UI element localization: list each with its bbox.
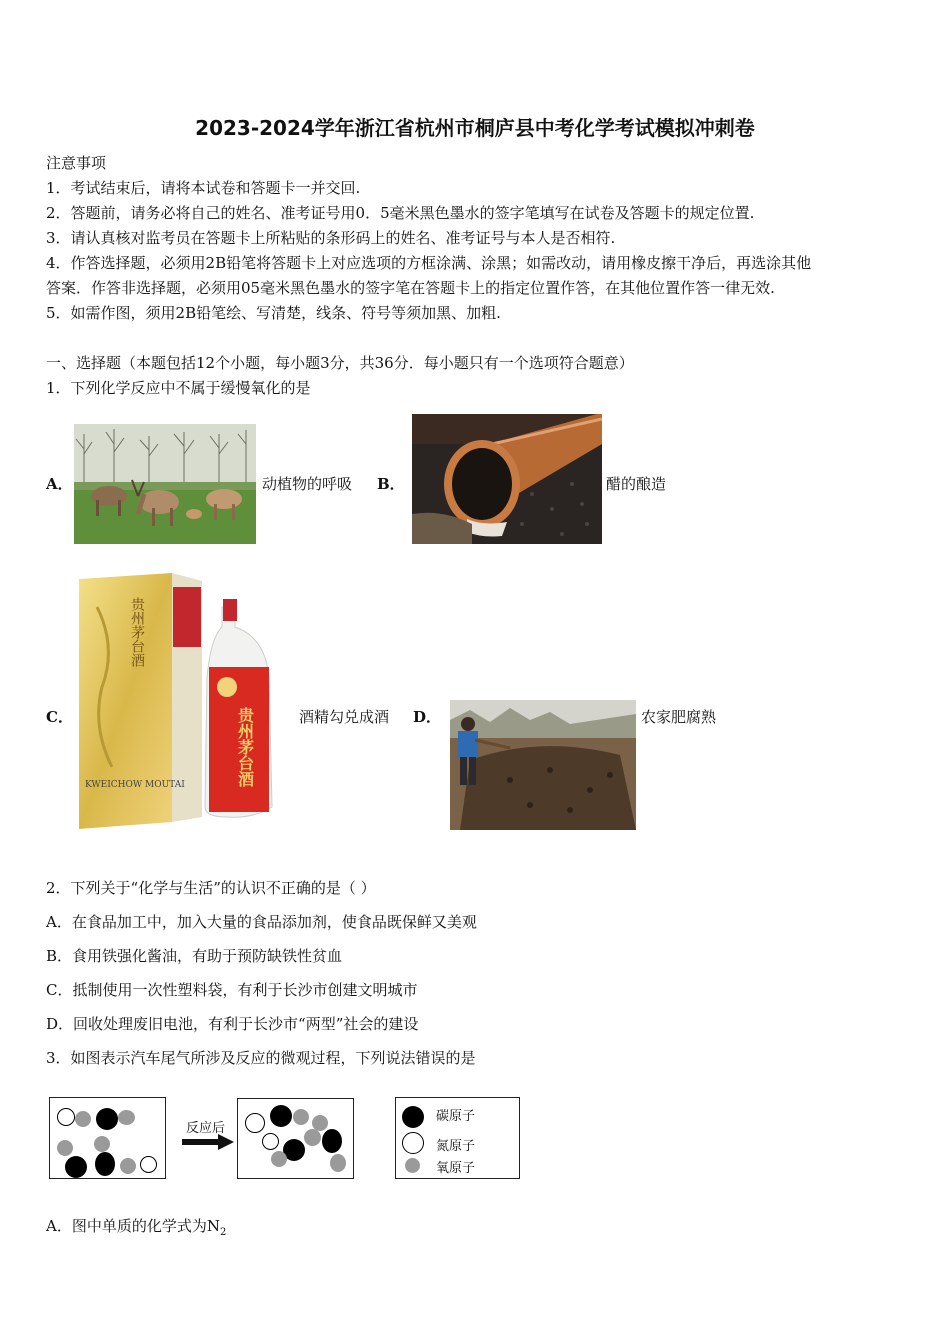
notice-item: 3．请认真核对监考员在答题卡上所粘贴的条形码上的姓名、准考证号与本人是否相符. bbox=[46, 229, 616, 247]
moutai-image bbox=[77, 567, 297, 837]
bottle-label: 贵州茅台酒 bbox=[235, 707, 255, 787]
deer-grazing-image bbox=[74, 424, 256, 544]
carbon-atom bbox=[95, 1152, 115, 1176]
carbon-atom bbox=[322, 1129, 342, 1153]
nitrogen-atom bbox=[262, 1133, 279, 1150]
question-1-stem: 1．下列化学反应中不属于缓慢氧化的是 bbox=[46, 379, 311, 397]
page-title: 2023-2024学年浙江省杭州市桐庐县中考化学考试模拟冲刺卷 bbox=[195, 116, 755, 140]
option-text: 农家肥腐熟 bbox=[641, 708, 717, 726]
after-reaction-box bbox=[237, 1098, 354, 1179]
question-2-option: B．食用铁强化酱油，有助于预防缺铁性贫血 bbox=[46, 947, 343, 965]
carbon-atom bbox=[96, 1108, 118, 1130]
oxygen-atom bbox=[271, 1151, 287, 1167]
oxygen-atom bbox=[293, 1109, 309, 1125]
question-2-stem: 2．下列关于“化学与生活”的认识不正确的是（ ） bbox=[46, 879, 376, 897]
before-reaction-box bbox=[49, 1097, 166, 1179]
oxygen-atom bbox=[94, 1136, 110, 1152]
vinegar-pipe-image bbox=[412, 414, 602, 544]
box-label: 贵州茅台酒 bbox=[129, 597, 145, 667]
oxygen-atom bbox=[118, 1110, 135, 1125]
nitrogen-atom bbox=[140, 1156, 157, 1173]
notice-item: 1．考试结束后，请将本试卷和答题卡一并交回. bbox=[46, 179, 361, 197]
legend-label: 氧原子 bbox=[436, 1161, 476, 1176]
option-a-subscript: 2 bbox=[219, 1227, 227, 1238]
oxygen-atom bbox=[75, 1111, 91, 1127]
reaction-arrow-icon bbox=[180, 1134, 236, 1150]
section-heading: 一、选择题（本题包括12个小题，每小题3分，共36分．每小题只有一个选项符合题意） bbox=[46, 354, 634, 372]
option-letter: C． bbox=[46, 708, 73, 726]
nitrogen-atom bbox=[245, 1113, 265, 1133]
oxygen-atom bbox=[57, 1140, 73, 1156]
oxygen-atom bbox=[120, 1158, 136, 1174]
arrow-label: 反应后 bbox=[186, 1121, 226, 1136]
option-letter: A． bbox=[46, 475, 73, 493]
notice-item: 5．如需作图，须用2B铅笔绘、写清楚，线条、符号等须加黑、加粗. bbox=[46, 304, 501, 322]
question-2-option: D．回收处理废旧电池，有利于长沙市“两型”社会的建设 bbox=[46, 1015, 419, 1033]
legend-label: 碳原子 bbox=[436, 1109, 476, 1124]
notice-heading: 注意事项 bbox=[46, 154, 107, 172]
question-2-option: A．在食品加工中，加入大量的食品添加剂，使食品既保鲜又美观 bbox=[46, 913, 477, 931]
option-a-text: A．图中单质的化学式为N bbox=[46, 1217, 220, 1235]
question-2-option: C．抵制使用一次性塑料袋，有利于长沙市创建文明城市 bbox=[46, 981, 418, 999]
option-letter: B． bbox=[377, 475, 405, 493]
carbon-atom-icon bbox=[402, 1106, 424, 1128]
option-text: 醋的酿造 bbox=[606, 475, 667, 493]
carbon-atom bbox=[270, 1105, 292, 1127]
option-text: 酒精勾兑成酒 bbox=[299, 708, 390, 726]
oxygen-atom bbox=[330, 1154, 346, 1172]
manure-composting-image bbox=[450, 700, 636, 830]
notice-item: 答案．作答非选择题，必须用05毫米黑色墨水的签字笔在答题卡上的指定位置作答，在其他位置作答一律无效. bbox=[46, 279, 775, 297]
option-text: 动植物的呼吸 bbox=[262, 475, 353, 493]
atom-legend bbox=[395, 1097, 520, 1179]
box-text: KWEICHOW MOUTAI bbox=[85, 780, 185, 790]
nitrogen-atom bbox=[57, 1108, 75, 1126]
notice-item: 2．答题前，请务必将自己的姓名、准考证号用0．5毫米黑色墨水的签字笔填写在试卷及答题卡的规定位置. bbox=[46, 204, 755, 222]
oxygen-atom-icon bbox=[405, 1158, 420, 1173]
legend-label: 氮原子 bbox=[436, 1139, 476, 1154]
nitrogen-atom-icon bbox=[402, 1132, 424, 1154]
question-3-option-a bbox=[46, 1215, 226, 1238]
oxygen-atom bbox=[304, 1129, 321, 1146]
question-3-stem: 3．如图表示汽车尾气所涉及反应的微观过程，下列说法错误的是 bbox=[46, 1049, 476, 1067]
notice-item: 4．作答选择题，必须用2B铅笔将答题卡上对应选项的方框涂满、涂黑；如需改动，请用橡皮擦干净后，再选涂其他 bbox=[46, 254, 812, 272]
option-letter: D． bbox=[413, 708, 442, 726]
carbon-atom bbox=[65, 1156, 87, 1178]
